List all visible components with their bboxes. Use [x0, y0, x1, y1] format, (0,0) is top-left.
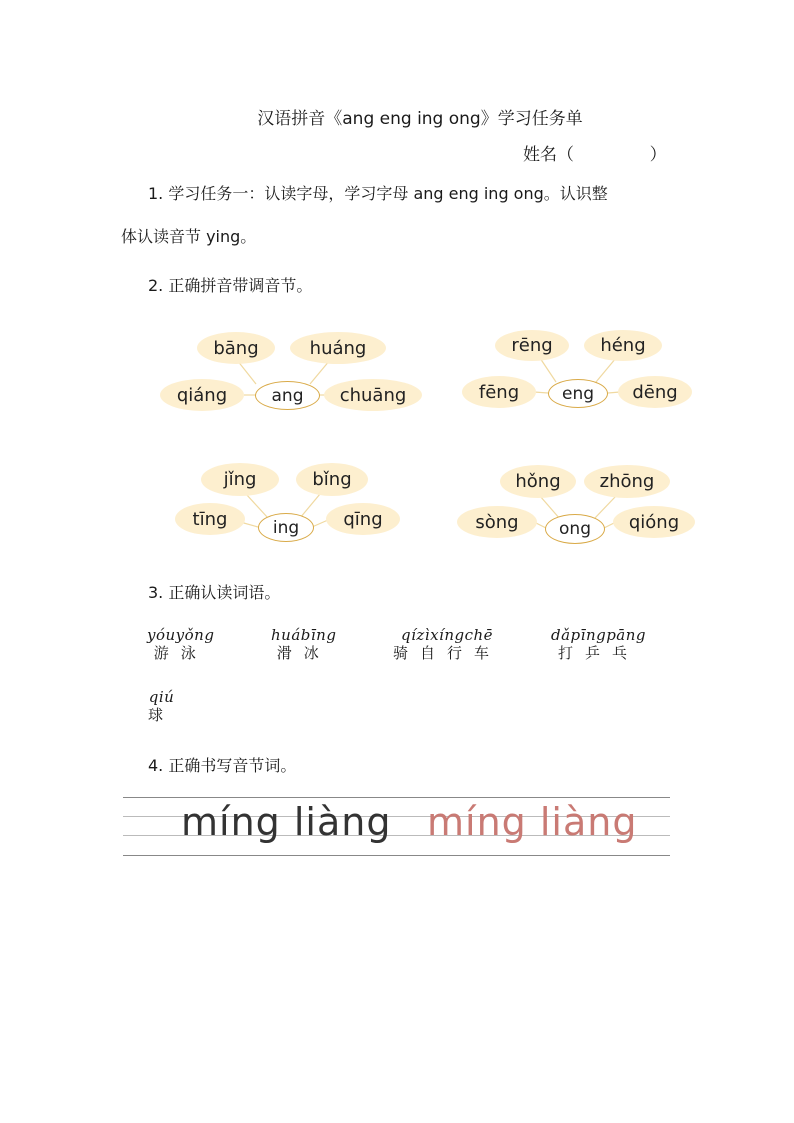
page-title: 汉语拼音《ang eng ing ong》学习任务单 [257, 109, 583, 129]
syllable-bubble: dēng [618, 376, 692, 408]
syllable-bubble: qióng [613, 506, 695, 538]
writing-lines [123, 797, 670, 857]
word-pinyin: huábīng [271, 626, 337, 644]
task1-line2: 体认读音节 ying。 [121, 227, 257, 246]
word-item [551, 626, 646, 663]
word-hanzi: 滑冰 [276, 644, 331, 662]
syllable-bubble: zhōng [584, 465, 670, 498]
syllable-bubble: jǐng [201, 463, 279, 496]
task1-line1: 1. 学习任务一：认读字母，学习字母 ang eng ing ong。认识整 [148, 184, 608, 203]
task4-heading: 4. 正确书写音节词。 [148, 756, 297, 775]
word-pinyin: qízìxíngchē [400, 626, 494, 644]
word-pinyin: yóuyǒng [147, 626, 215, 644]
word-hanzi: 游泳 [153, 644, 208, 662]
writing-line [123, 855, 670, 856]
sample-writing: míng liàng [181, 800, 392, 844]
word-hanzi: 球 [148, 706, 176, 724]
final-center: ong [545, 514, 605, 544]
word-hanzi: 打乒乓 [558, 644, 640, 662]
word-item [271, 626, 336, 663]
word-hanzi: 骑自行车 [393, 644, 502, 662]
final-center: ing [258, 513, 314, 542]
syllable-bubble: qīng [326, 503, 400, 535]
syllable-bubble: héng [584, 330, 662, 361]
syllable-bubble: huáng [290, 332, 386, 364]
syllable-bubble: qiáng [160, 379, 244, 411]
syllable-bubble: bǐng [296, 463, 368, 496]
task3-heading: 3. 正确认读词语。 [148, 583, 281, 602]
task2-heading: 2. 正确拼音带调音节。 [148, 276, 313, 295]
word-item [393, 626, 501, 663]
final-center: eng [548, 379, 608, 408]
syllable-bubble: bāng [197, 332, 275, 364]
syllable-bubble: tīng [175, 503, 245, 535]
final-center: ang [255, 381, 320, 410]
syllable-bubble: sòng [457, 506, 537, 538]
name-field-label: 姓名（ ） [523, 145, 667, 165]
syllable-bubble: hǒng [500, 465, 576, 498]
practice-writing: míng liàng [427, 800, 638, 844]
word-pinyin: dǎpīngpāng [551, 626, 647, 644]
word-item [148, 688, 175, 725]
word-pinyin: qiú [148, 688, 175, 706]
writing-line [123, 797, 670, 798]
syllable-bubble: fēng [462, 376, 536, 408]
word-item [147, 626, 214, 663]
syllable-bubble: chuāng [324, 379, 422, 411]
syllable-bubble: rēng [495, 330, 569, 361]
